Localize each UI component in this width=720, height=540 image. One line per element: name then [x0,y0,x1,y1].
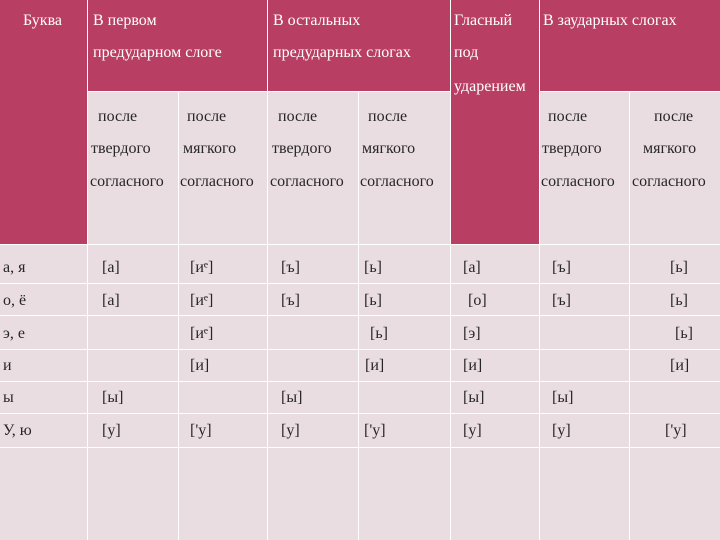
table-cell: [у] [552,422,571,439]
header-first-pretonic-line2: предударном слоге [93,44,222,61]
subheader-consonant: согласного [90,173,164,190]
grid-line [0,244,720,245]
table-cell: [ь] [670,259,688,276]
table-cell: [ы] [281,389,303,406]
table-cell: [и] [365,357,385,374]
grid-line [0,315,720,316]
table-cell: [ъ] [281,292,300,309]
table-cell: [ы] [552,389,574,406]
table-cell: [ь] [364,259,382,276]
subheader-consonant: согласного [541,173,615,190]
row-letter: и [3,357,12,374]
grid-line [358,92,359,540]
subheader-soft: мягкого [183,140,237,157]
table-cell: [ь] [364,292,382,309]
table-cell: [и] [190,357,210,374]
subheader-after: после [548,108,588,125]
table-cell: [ь] [370,325,388,342]
table-cell: [у] [102,422,121,439]
table-cell: [иᵉ] [190,292,214,309]
subheader-after: после [98,108,138,125]
table-cell: [у] [281,422,300,439]
table-cell: [и] [463,357,483,374]
header-other-pretonic-line1: В остальных [273,12,361,29]
header-other-pretonic-line2: предударных слогах [273,44,411,61]
subheader-hard: твердого [542,140,602,157]
grid-line [450,0,451,540]
table-cell: [ы] [463,389,485,406]
table-cell: [иᵉ] [190,325,214,342]
subheader-after: после [654,108,694,125]
table-cell: [о] [468,292,487,309]
grid-line [87,0,88,540]
table-cell: ['у] [364,422,386,439]
grid-line [0,349,720,350]
header-poststressed: В заударных слогах [543,12,677,29]
row-letter: а, я [3,259,26,276]
table-cell: [ъ] [552,292,571,309]
table-cell: [ь] [670,292,688,309]
subheader-consonant: согласного [270,173,344,190]
subheader-after: после [187,108,227,125]
grid-line [0,381,720,382]
row-letter: о, ё [3,292,27,309]
subheader-after: после [368,108,408,125]
header-first-pretonic-line1: В первом [93,12,157,29]
grid-line [539,91,720,92]
grid-line [0,283,720,284]
subheader-consonant: согласного [360,173,434,190]
subheader-after: после [278,108,318,125]
grid-line [0,413,720,414]
header-stressed-line3: ударением [454,78,526,95]
grid-line [88,91,450,92]
table-cell: [ъ] [281,259,300,276]
header-letter: Буква [23,12,63,29]
table-cell: [ъ] [552,259,571,276]
subheader-consonant: согласного [632,173,706,190]
table-cell: [э] [463,325,481,342]
grid-line [267,0,268,540]
subheader-hard: твердого [91,140,151,157]
grid-line [0,447,720,448]
grid-line [539,0,540,540]
table-cell: [и] [670,357,690,374]
row-letter: э, е [3,325,25,342]
subheader-consonant: согласного [180,173,254,190]
table-cell: ['у] [665,422,687,439]
subheader-hard: твердого [272,140,332,157]
table-cell: [ь] [675,325,693,342]
table-cell: ['у] [190,422,212,439]
grid-line [178,92,179,540]
table-cell: [ы] [102,389,124,406]
table-cell: [иᵉ] [190,259,214,276]
header-stressed-line1: Гласный [454,12,513,29]
header-stressed-line2: под [454,44,479,61]
table-cell: [у] [463,422,482,439]
grid-line [629,92,630,540]
row-letter: ы [3,389,14,406]
table-cell: [а] [102,259,120,276]
table-cell: [а] [463,259,481,276]
subheader-soft: мягкого [643,140,697,157]
subheader-soft: мягкого [362,140,416,157]
table-cell: [а] [102,292,120,309]
row-letter: У, ю [3,422,32,439]
